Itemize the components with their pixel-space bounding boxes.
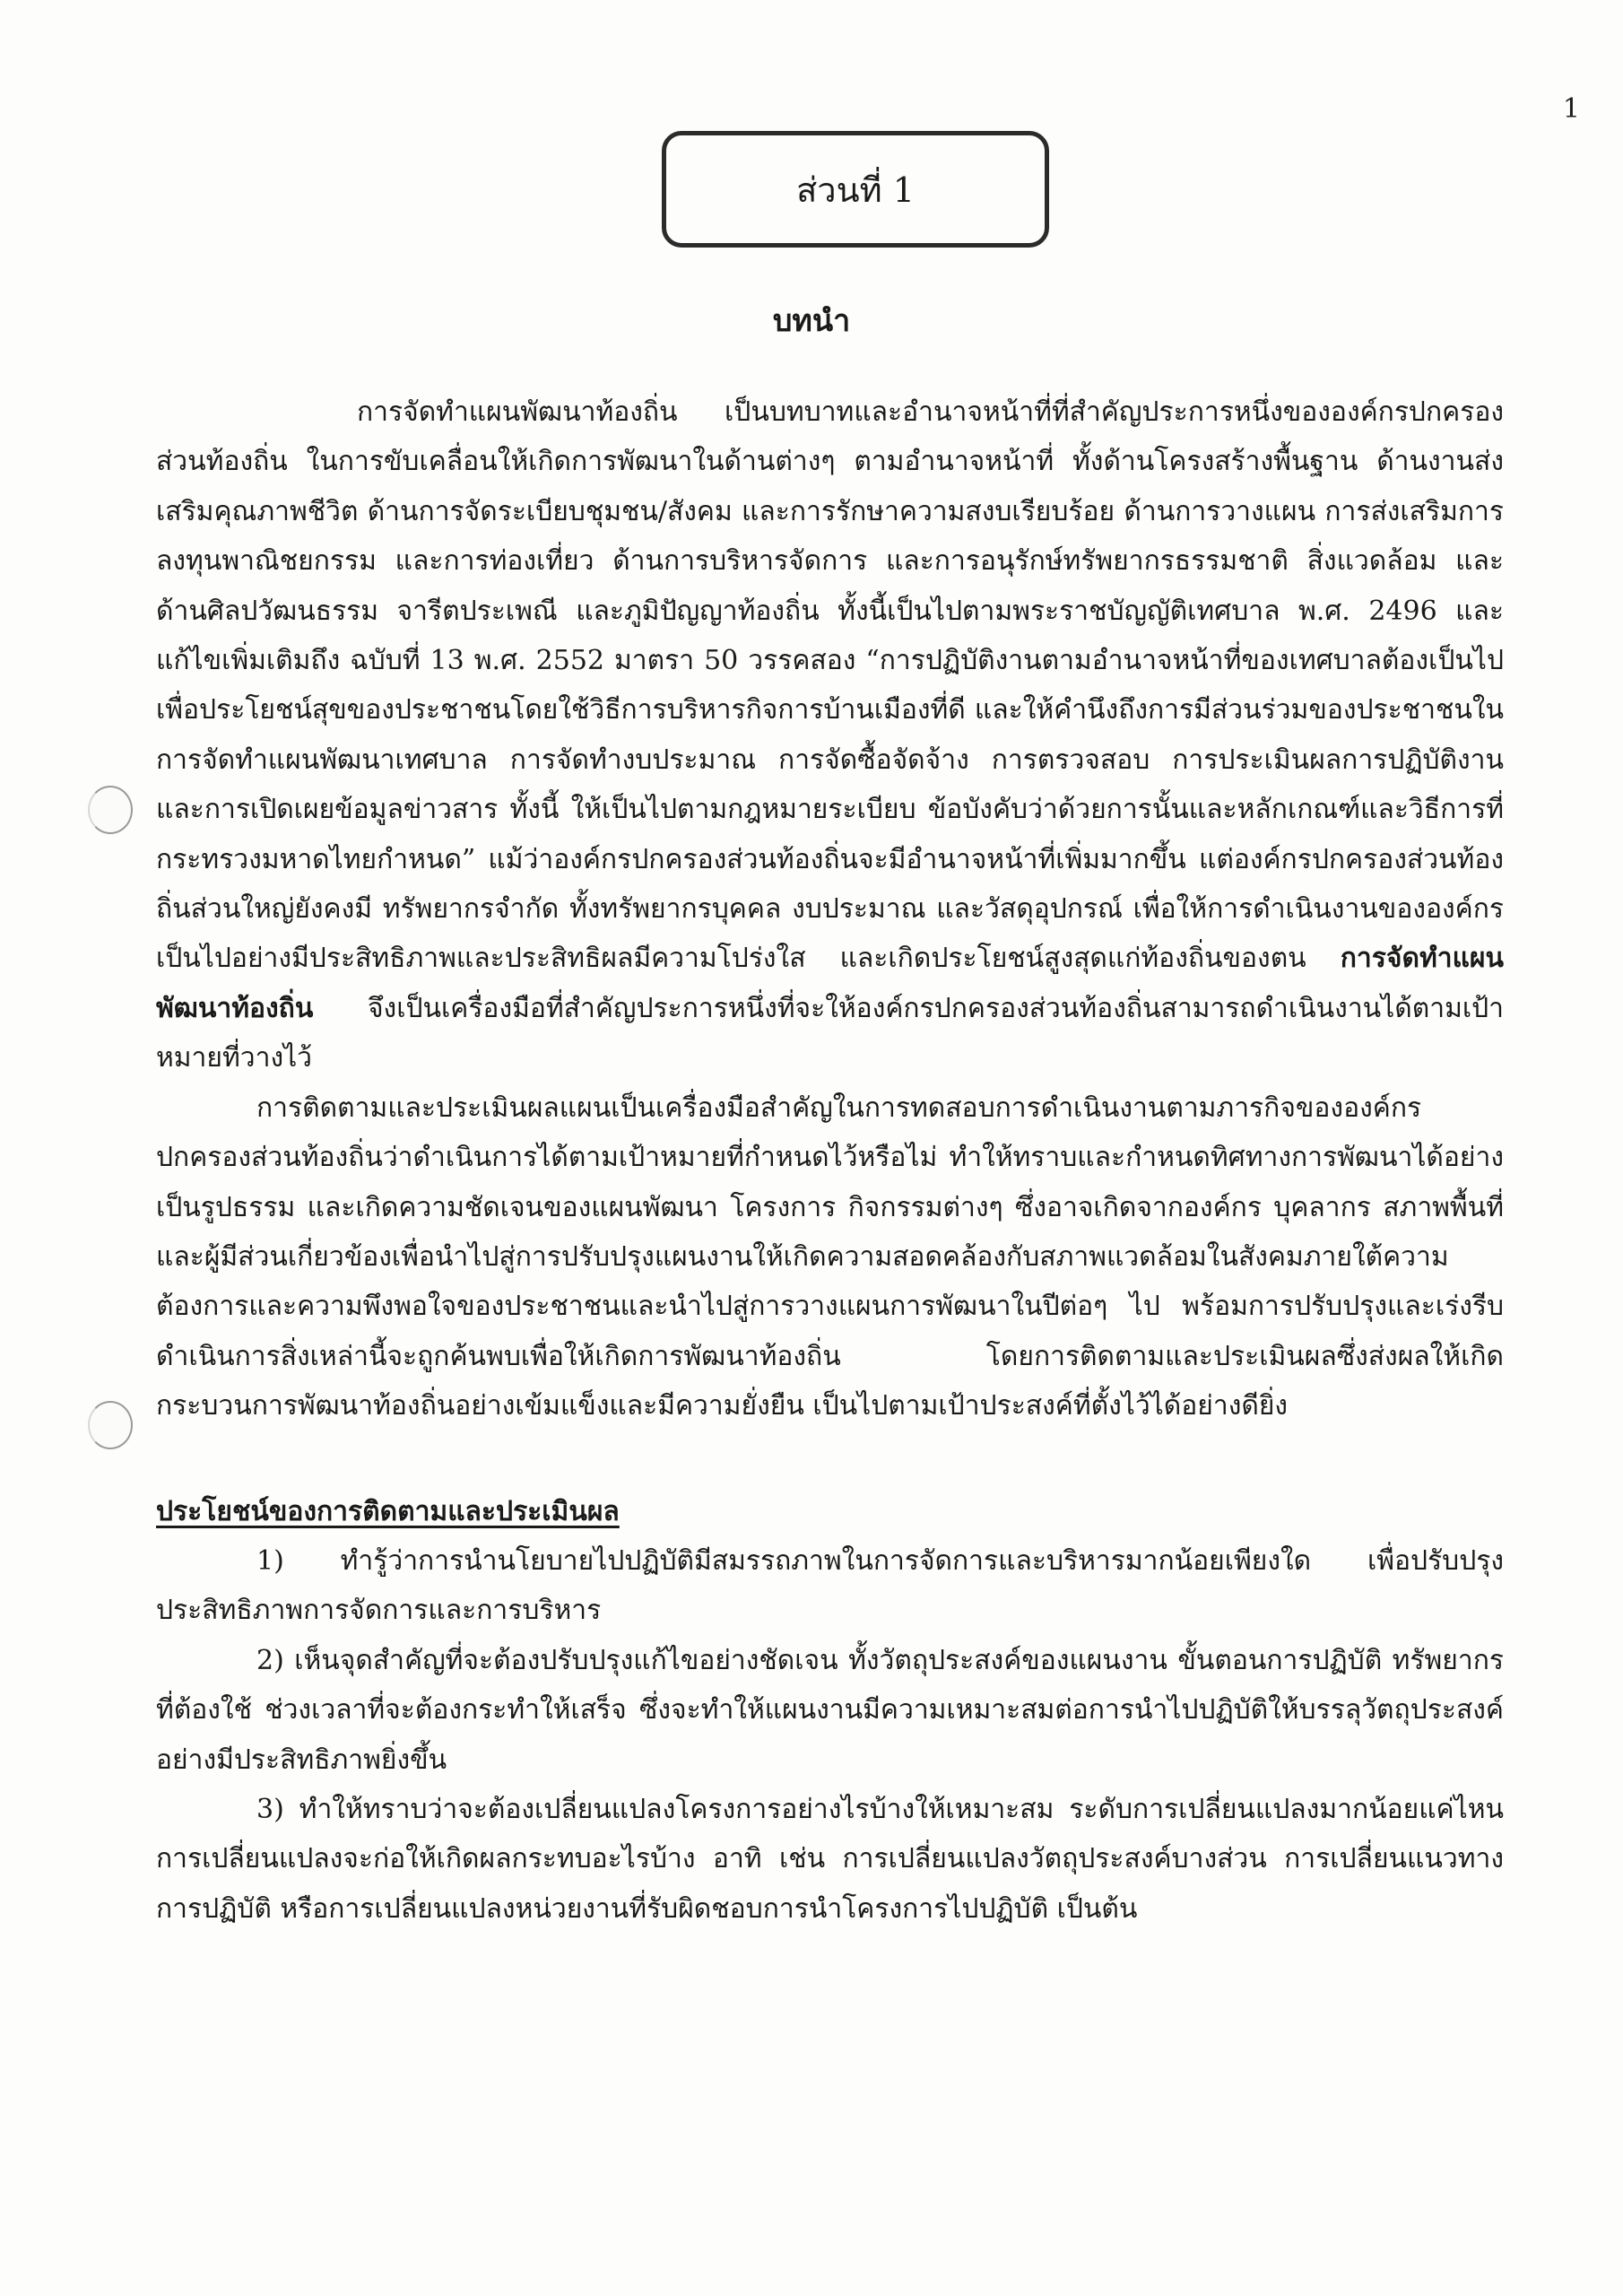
intro-text-2: จึงเป็นเครื่องมือที่สำคัญประการหนึ่งที่จะให้องค์กรปกครองส่วนท้องถิ่นสามารถดำเนินงานได้ตามเป้าหมายที่วางไว้ <box>156 992 1504 1074</box>
intro-bold-phrase: การจัดทำแผนพัฒนาท้องถิ่น <box>156 943 1504 1024</box>
document-body <box>156 387 1504 1934</box>
benefit-item-2: 2) เห็นจุดสำคัญที่จะต้องปรับปรุงแก้ไขอย่างชัดเจน ทั้งวัตถุประสงค์ของแผนงาน ขั้นตอนการปฏิบัติ ทรัพยากรที่ต้องใช้ ช่วงเวลาที่จะต้องกระทำให้เสร็จ ซึ่งจะทำให้แผนงานมีความเหมาะสมต่อการนำไปปฏิบัติให้บรรลุวัตถุประสงค์อย่างมีประสิทธิภาพยิ่งขึ้น <box>156 1644 1504 1776</box>
intro-text-1: การจัดทำแผนพัฒนาท้องถิ่น เป็นบทบาทและอำนาจหน้าที่ที่สำคัญประการหนึ่งขององค์กรปกครองส่วนท้องถิ่น ในการขับเคลื่อนให้เกิดการพัฒนาในด้านต่างๆ ตามอำนาจหน้าที่ ทั้งด้านโครงสร้างพื้นฐาน ด้านงานส่งเสริมคุณภาพชีวิต ด้านการจัดระเบียบชุมชน/สังคม และการรักษาความสงบเรียบร้อย ด้านการวางแผน การส่งเสริมการลงทุนพาณิชยกรรม และการท่องเที่ยว ด้านการบริหารจัดการ และการอนุรักษ์ทรัพยากรธรรมชาติ สิ่งแวดล้อม และด้านศิลปวัฒนธรรม จารีตประเพณี และภูมิปัญญาท้องถิ่น ทั้งนี้เป็นไปตามพระราชบัญญัติเทศบาล พ.ศ. 2496 และแก้ไขเพิ่มเติมถึง ฉบับที่ 13 พ.ศ. 2552 มาตรา 50 วรรคสอง “การปฏิบัติงานตามอำนาจหน้าที่ของเทศบาลต้องเป็นไปเพื่อประโยชน์สุขของประชาชนโดยใช้วิธีการบริหารกิจการบ้านเมืองที่ดี และให้คำนึงถึงการมีส่วนร่วมของประชาชนในการจัดทำแผนพัฒนาเทศบาล การจัดทำงบประมาณ การจัดซื้อจัดจ้าง การตรวจสอบ การประเมินผลการปฏิบัติงาน และการเปิดเผยข้อมูลข่าวสาร ทั้งนี้ ให้เป็นไปตามกฎหมายระเบียบ ข้อบังคับว่าด้วยการนั้นและหลักเกณฑ์และวิธีการที่กระทรวงมหาดไทยกำหนด” แม้ว่าองค์กรปกครองส่วนท้องถิ่นจะมีอำนาจหน้าที่เพิ่มมากขึ้น แต่องค์กรปกครองส่วนท้องถิ่นส่วนใหญ่ยังคงมี ทรัพยากรจำกัด ทั้งทรัพยากรบุคคล งบประมาณ และวัสดุอุปกรณ์ เพื่อให้การดำเนินงานขององค์กรเป็นไปอย่างมีประสิทธิภาพและประสิทธิผลมีความโปร่งใส และเกิดประโยชน์สูงสุดแก่ท้องถิ่นของตน <box>156 396 1504 975</box>
intro-heading: บทนำ <box>772 303 851 339</box>
evaluation-paragraph: การติดตามและประเมินผลแผนเป็นเครื่องมือสำคัญในการทดสอบการดำเนินงานตามภารกิจขององค์กรปกครองส่วนท้องถิ่นว่าดำเนินการได้ตามเป้าหมายที่กำหนดไว้หรือไม่ ทำให้ทราบและกำหนดทิศทางการพัฒนาได้อย่างเป็นรูปธรรม และเกิดความชัดเจนของแผนพัฒนา โครงการ กิจกรรมต่างๆ ซึ่งอาจเกิดจากองค์กร บุคลากร สภาพพื้นที่ และผู้มีส่วนเกี่ยวข้องเพื่อนำไปสู่การปรับปรุงแผนงานให้เกิดความสอดคล้องกับสภาพแวดล้อมในสังคมภายใต้ความต้องการและความพึงพอใจของประชาชนและนำไปสู่การวางแผนการพัฒนาในปีต่อๆ ไป พร้อมการปรับปรุงและเร่งรีบดำเนินการสิ่งเหล่านี้จะถูกค้นพบเพื่อให้เกิดการพัฒนาท้องถิ่น โดยการติดตามและประเมินผลซึ่งส่งผลให้เกิดกระบวนการพัฒนาท้องถิ่นอย่างเข้มแข็งและมีความยั่งยืน เป็นไปตามเป้าประสงค์ที่ตั้งไว้ได้อย่างดียิ่ง <box>156 1091 1504 1422</box>
punch-hole <box>88 786 133 834</box>
benefit-item-3: 3) ทำให้ทราบว่าจะต้องเปลี่ยนแปลงโครงการอย่างไรบ้างให้เหมาะสม ระดับการเปลี่ยนแปลงมากน้อยแค่ไหน การเปลี่ยนแปลงจะก่อให้เกิดผลกระทบอะไรบ้าง อาทิ เช่น การเปลี่ยนแปลงวัตถุประสงค์บางส่วน การเปลี่ยนแนวทางการปฏิบัติ หรือการเปลี่ยนแปลงหน่วยงานที่รับผิดชอบการนำโครงการไปปฏิบัติ เป็นต้น <box>156 1793 1504 1925</box>
section-title-box <box>662 131 1049 248</box>
benefit-item-1: 1) ทำรู้ว่าการนำนโยบายไปปฏิบัติมีสมรรถภาพในการจัดการและบริหารมากน้อยเพียงใด เพื่อปรับปรุงประสิทธิภาพการจัดการและการบริหาร <box>156 1544 1504 1627</box>
section-title: ส่วนที่ 1 <box>796 170 915 210</box>
punch-hole <box>88 1401 133 1449</box>
benefits-heading: ประโยชน์ของการติดตามและประเมินผล <box>156 1495 620 1527</box>
intro-paragraph <box>156 387 1504 1083</box>
page-number: 1 <box>1562 93 1580 125</box>
